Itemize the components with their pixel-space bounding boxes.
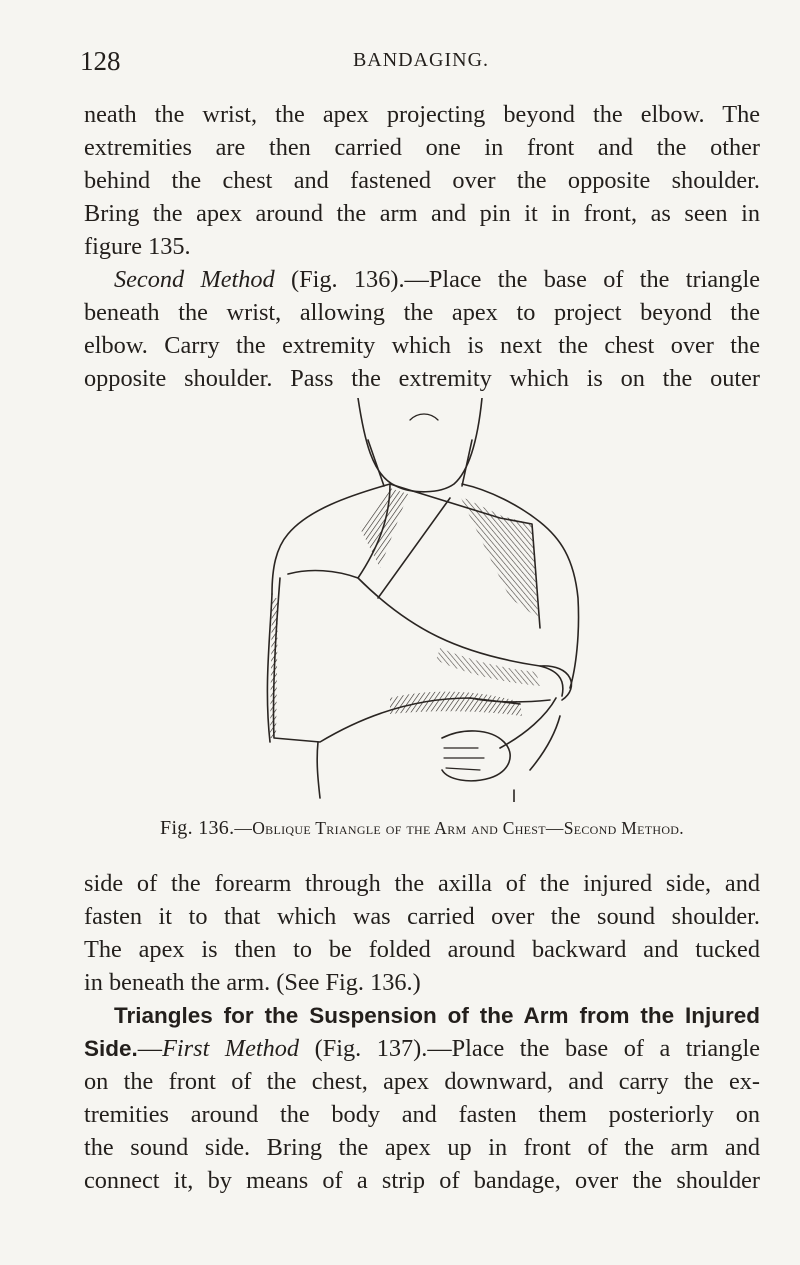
text-run: (Fig. 136).—Place the base of the triangle bbox=[274, 266, 760, 293]
text-line: behind the chest and fastened over the opposite shoulder. bbox=[84, 167, 760, 194]
text-line: neath the wrist, the apex projecting beyond the elbow. The bbox=[84, 101, 760, 128]
text-line: The apex is then to be folded around backward and tucked bbox=[84, 936, 760, 963]
text-line: figure 135. bbox=[84, 233, 191, 260]
body-text-top bbox=[84, 98, 760, 395]
italic-heading: First Method bbox=[162, 1035, 300, 1062]
collar-right bbox=[462, 440, 472, 486]
running-head: BANDAGING. bbox=[352, 49, 490, 71]
section-heading-line bbox=[84, 999, 760, 1032]
text-line: extremities are then carried one in front and the other bbox=[84, 134, 760, 161]
italic-heading: Second Method bbox=[114, 266, 275, 293]
caption-figure-number: Fig. 136. bbox=[160, 817, 235, 839]
text-run: (Fig. 137).—Place the base of a triangle bbox=[299, 1035, 760, 1062]
section-heading: Triangles for the Suspension of the Arm from the Injured bbox=[114, 1003, 760, 1028]
text-line: connect it, by means of a strip of bandage, over the shoulder bbox=[84, 1167, 760, 1194]
text-line: tremities around the body and fasten them posteriorly on bbox=[84, 1101, 760, 1128]
collar-left bbox=[368, 440, 384, 486]
page-header bbox=[80, 46, 762, 82]
text-line: fasten it to that which was carried over the sound shoulder. bbox=[84, 903, 760, 930]
figure-caption bbox=[84, 817, 760, 840]
sling-shading-band bbox=[460, 496, 538, 618]
paragraph-second-method-first-line bbox=[84, 263, 760, 296]
forearm-shading bbox=[436, 648, 540, 686]
sling-shading-left bbox=[360, 488, 408, 568]
paragraph-first-method-line bbox=[84, 1032, 760, 1065]
body-text-bottom bbox=[84, 867, 760, 1197]
page-number: 128 bbox=[80, 46, 121, 76]
hand-outline bbox=[442, 731, 510, 781]
figure-136-illustration bbox=[240, 398, 600, 802]
text-line: side of the forearm through the axilla of the injured side, and bbox=[84, 870, 760, 897]
chin-shadow bbox=[410, 414, 438, 420]
text-line: Bring the apex around the arm and pin it in front, as seen in bbox=[84, 200, 760, 227]
elbow-curve bbox=[540, 666, 571, 700]
text-line: opposite shoulder. Pass the extremity which is on the outer bbox=[84, 365, 760, 392]
caption-title: —Oblique Triangle of the Arm and Chest—Second Method. bbox=[234, 818, 684, 838]
torso-bottom bbox=[317, 716, 560, 802]
text-line: beneath the wrist, allowing the apex to project beyond the bbox=[84, 299, 760, 326]
text-line: on the front of the chest, apex downward, and carry the ex- bbox=[84, 1068, 760, 1095]
section-heading-end: Side. bbox=[84, 1036, 138, 1061]
text-line: the sound side. Bring the apex up in front of the arm and bbox=[84, 1134, 760, 1161]
em-dash: — bbox=[137, 1035, 163, 1062]
sling-lower-edge bbox=[273, 578, 520, 742]
sling-shading-bottom bbox=[390, 692, 522, 716]
text-line: elbow. Carry the extremity which is next the chest over the bbox=[84, 332, 760, 359]
fingers bbox=[444, 748, 484, 770]
text-line: in beneath the arm. (See Fig. 136.) bbox=[84, 969, 421, 996]
